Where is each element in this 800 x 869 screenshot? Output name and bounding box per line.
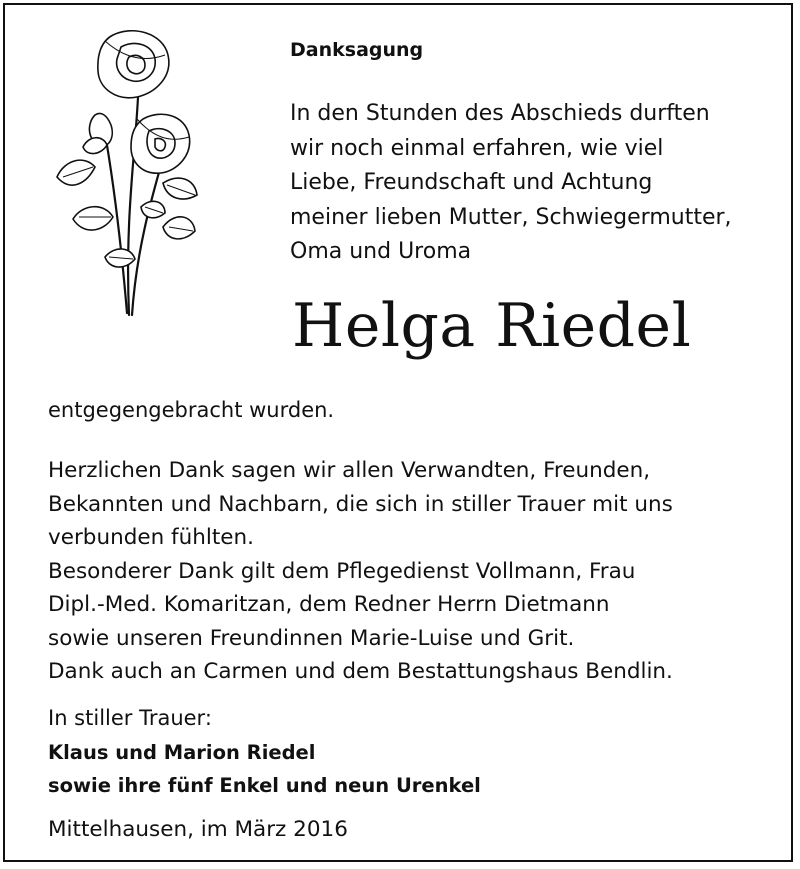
intro-line: Liebe, Freundschaft und Achtung	[290, 170, 653, 195]
place-date: Mittelhausen, im März 2016	[48, 817, 348, 842]
signers-block	[48, 736, 481, 802]
thanks-paragraph	[48, 454, 673, 689]
deceased-name: Helga Riedel	[292, 291, 692, 361]
intro-paragraph	[290, 97, 732, 270]
signer-line: sowie ihre fünf Enkel und neun Urenkel	[48, 774, 481, 797]
signer-line: Klaus und Marion Riedel	[48, 741, 316, 764]
intro-line: In den Stunden des Abschieds durften	[290, 101, 710, 126]
rose-icon	[43, 27, 213, 327]
after-name-text: entgegengebracht wurden.	[48, 398, 335, 422]
intro-line: meiner lieben Mutter, Schwiegermutter,	[290, 204, 732, 230]
body-line: Bekannten und Nachbarn, die sich in stiller Trauer mit uns	[48, 491, 673, 517]
body-line: Dank auch an Carmen und dem Bestattungshaus Bendlin.	[48, 659, 673, 684]
notice-frame	[3, 3, 793, 862]
body-line: verbunden fühlten.	[48, 525, 254, 550]
signoff-text: In stiller Trauer:	[48, 706, 212, 730]
notice-heading: Danksagung	[290, 39, 424, 61]
body-line: Besonderer Dank gilt dem Pflegedienst Vollmann, Frau	[48, 558, 636, 584]
body-line: Dipl.-Med. Komaritzan, dem Redner Herrn Dietmann	[48, 592, 610, 617]
intro-line: Oma und Uroma	[290, 239, 472, 264]
body-line: sowie unseren Freundinnen Marie-Luise und Grit.	[48, 625, 575, 651]
intro-line: wir noch einmal erfahren, wie viel	[290, 135, 664, 161]
body-line: Herzlichen Dank sagen wir allen Verwandten, Freunden,	[48, 458, 651, 483]
